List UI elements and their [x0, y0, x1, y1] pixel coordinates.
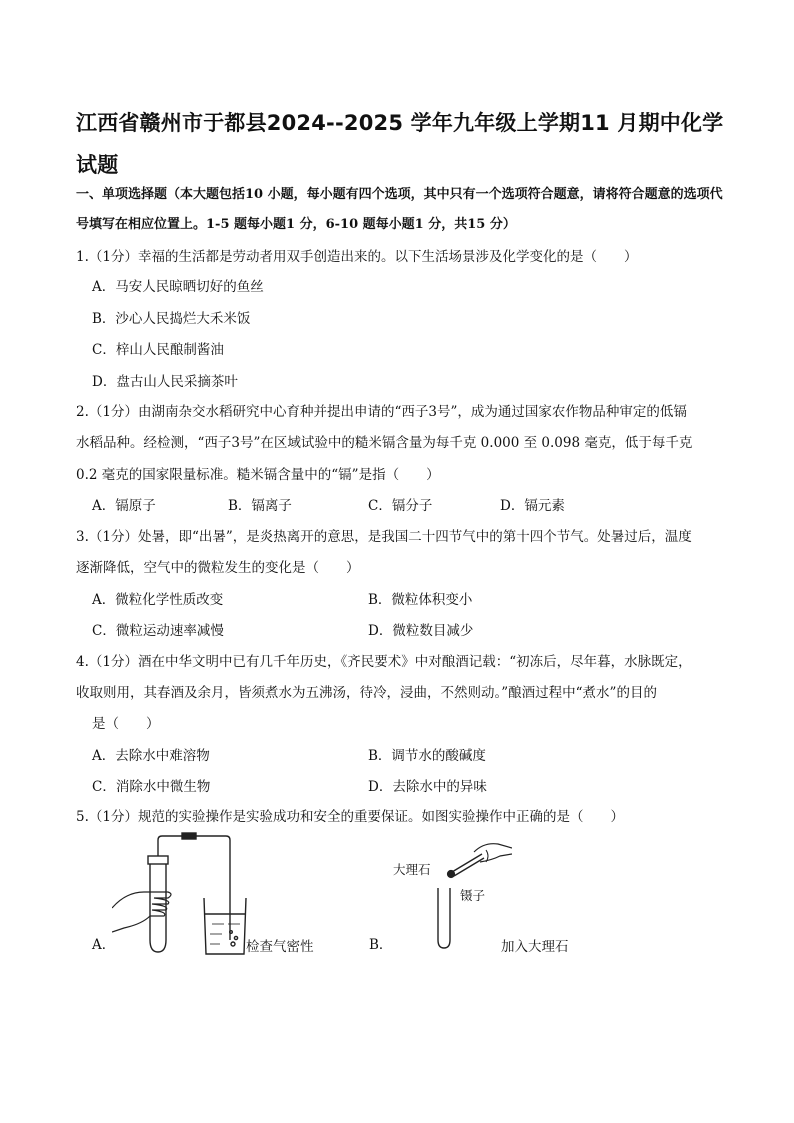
q5-stem: 5.（1分）规范的实验操作是实验成功和安全的重要保证。如图实验操作中正确的是（ ） [76, 809, 624, 825]
q5-b-caption: 加入大理石 [501, 939, 569, 955]
q1-option-c[interactable]: C．梓山人民酿制酱油 [92, 342, 224, 358]
q3-option-d[interactable]: D．微粒数目减少 [368, 623, 474, 639]
q5-option-a[interactable]: A． [92, 937, 116, 953]
section-heading: 一、单项选择题（本大题包括10 小题，每小题有四个选项，其中只有一个选项符合题意，请将符合题意的选项代号填写在相应位置上。1-5 题每小题1 分，6-10 题每小题1 分，共15 分） [76, 187, 723, 232]
q3-option-a[interactable]: A．微粒化学性质改变 [92, 592, 224, 608]
page-title: 江西省赣州市于都县2024--2025 学年九年级上学期11 月期中化学试题 [76, 111, 724, 177]
q3-option-c[interactable]: C．微粒运动速率减慢 [92, 623, 224, 639]
q2-option-c[interactable]: C．镉分子 [368, 498, 433, 514]
adding-marble-figure [400, 838, 512, 950]
tweezers-label: 镊子 [460, 888, 486, 903]
q2-stem-line2: 水稻品种。经检测，“西子3号”在区域试验中的糙米镉含量为每千克 0.000 至 0.098 毫克，低于每千克 [76, 435, 693, 451]
q4-option-d[interactable]: D．去除水中的异味 [368, 779, 487, 795]
q4-option-c[interactable]: C．消除水中微生物 [92, 779, 211, 795]
q2-option-b[interactable]: B．镉离子 [228, 498, 292, 514]
q4-stem-line3: 是（ ） [92, 716, 160, 732]
q1-option-b[interactable]: B．沙心人民捣烂大禾米饭 [92, 311, 251, 327]
q2-stem-line1: 2.（1分）由湖南杂交水稻研究中心育种并提出申请的“西子3号”，成为通过国家农作物品种审定的低镉 [76, 404, 687, 420]
airtightness-check-figure [112, 832, 252, 958]
q3-stem-line1: 3.（1分）处暑，即“出暑”，是炎热离开的意思，是我国二十四节气中的第十四个节气。处暑过后，温度 [76, 529, 692, 545]
q4-stem-line2: 收取则用，其春酒及余月，皆须煮水为五沸汤，待冷，浸曲，不然则动。”酿酒过程中“煮水”的目的 [76, 685, 657, 701]
q4-stem-line1: 4.（1分）酒在中华文明中已有几千年历史，《齐民要术》中对酿酒记载：“初冻后，尽年暮，水脉既定， [76, 654, 692, 670]
q4-option-a[interactable]: A．去除水中难溶物 [92, 748, 210, 764]
q1-option-a[interactable]: A．马安人民晾晒切好的鱼丝 [92, 279, 264, 295]
q3-stem-line2: 逐渐降低，空气中的微粒发生的变化是（ ） [76, 560, 360, 576]
q4-option-b[interactable]: B．调节水的酸碱度 [368, 748, 486, 764]
q1-option-d[interactable]: D．盘古山人民采摘茶叶 [92, 374, 238, 390]
q3-option-b[interactable]: B．微粒体积变小 [368, 592, 473, 608]
q2-option-a[interactable]: A．镉原子 [92, 498, 156, 514]
q1-stem: 1.（1分）幸福的生活都是劳动者用双手创造出来的。以下生活场景涉及化学变化的是（ ） [76, 249, 638, 265]
q5-a-caption: 检查气密性 [246, 939, 314, 955]
q2-option-d[interactable]: D．镉元素 [500, 498, 565, 514]
q2-stem-line3: 0.2 毫克的国家限量标准。糙米镉含量中的“镉”是指（ ） [76, 467, 440, 483]
marble-label: 大理石 [393, 862, 431, 877]
q5-option-b[interactable]: B． [369, 937, 393, 953]
